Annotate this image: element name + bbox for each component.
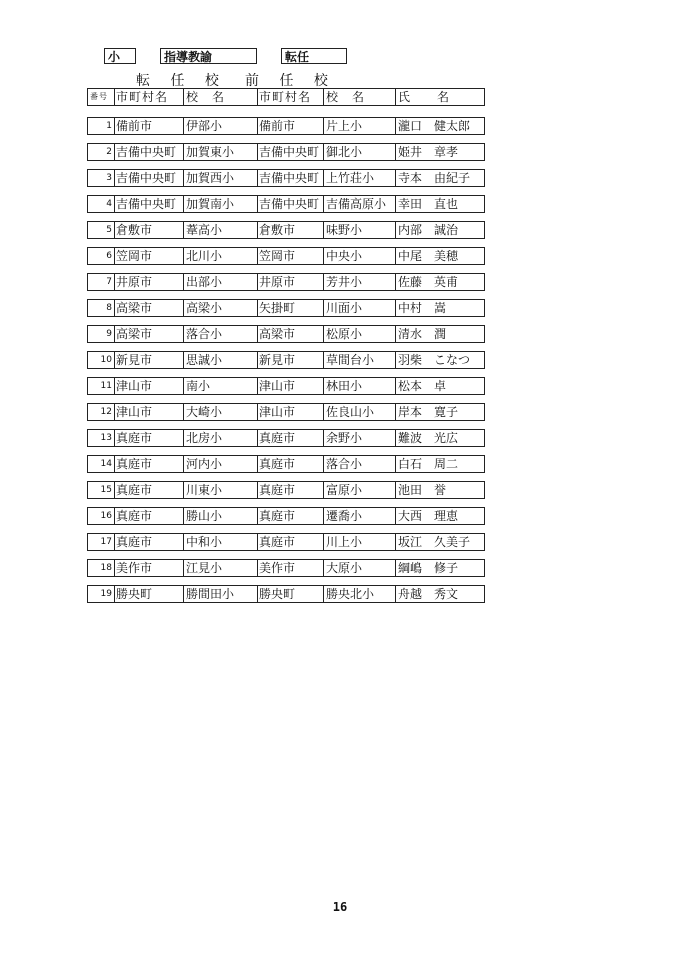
teacher-name: 綱嶋 修子 — [395, 560, 489, 576]
table-row — [87, 143, 485, 161]
new-municipality: 高梁市 — [114, 300, 184, 316]
level-box: 小 — [104, 48, 136, 64]
col-new-muni-header: 市町村名 — [114, 89, 184, 105]
prev-school: 林田小 — [323, 378, 396, 394]
prev-school: 富原小 — [323, 482, 396, 498]
new-municipality: 吉備中央町 — [114, 144, 184, 160]
prev-school: 片上小 — [323, 118, 396, 134]
row-number: 12 — [100, 407, 112, 417]
teacher-name: 松本 卓 — [395, 378, 489, 394]
prev-school: 遷喬小 — [323, 508, 396, 524]
prev-school: 落合小 — [323, 456, 396, 472]
teacher-name: 岸本 寛子 — [395, 404, 489, 420]
table-row — [87, 481, 485, 499]
table-row — [87, 325, 485, 343]
prev-school: 川面小 — [323, 300, 396, 316]
row-number: 3 — [106, 173, 112, 183]
table-row — [87, 299, 485, 317]
new-school: 出部小 — [183, 274, 258, 290]
table-row — [87, 117, 485, 135]
teacher-name: 内部 誠治 — [395, 222, 489, 238]
prev-municipality: 矢掛町 — [257, 300, 325, 316]
new-municipality: 津山市 — [114, 404, 184, 420]
teacher-name: 幸田 直也 — [395, 196, 489, 212]
new-school: 加賀西小 — [183, 170, 258, 186]
prev-municipality: 真庭市 — [257, 482, 325, 498]
new-municipality: 吉備中央町 — [114, 170, 184, 186]
row-number: 16 — [100, 511, 112, 521]
prev-municipality: 吉備中央町 — [257, 196, 325, 212]
new-school: 北房小 — [183, 430, 258, 446]
table-row — [87, 429, 485, 447]
teacher-name: 寺本 由紀子 — [395, 170, 489, 186]
prev-municipality: 勝央町 — [257, 586, 325, 602]
col-num-header: 番号 — [90, 92, 108, 101]
new-school: 勝山小 — [183, 508, 258, 524]
new-school-heading: 転 任 校 — [136, 73, 227, 89]
new-school: 北川小 — [183, 248, 258, 264]
new-school: 思誠小 — [183, 352, 258, 368]
new-school: 大崎小 — [183, 404, 258, 420]
new-school: 葦高小 — [183, 222, 258, 238]
new-school: 南小 — [183, 378, 258, 394]
teacher-name: 舟越 秀文 — [395, 586, 489, 602]
table-row — [87, 507, 485, 525]
table-row — [87, 221, 485, 239]
new-municipality: 真庭市 — [114, 456, 184, 472]
prev-school: 草間台小 — [323, 352, 396, 368]
new-municipality: 美作市 — [114, 560, 184, 576]
prev-municipality: 真庭市 — [257, 430, 325, 446]
new-school: 高梁小 — [183, 300, 258, 316]
row-number: 19 — [100, 589, 112, 599]
prev-school: 中央小 — [323, 248, 396, 264]
prev-municipality: 新見市 — [257, 352, 325, 368]
teacher-name: 羽柴 こなつ — [395, 352, 489, 368]
new-municipality: 吉備中央町 — [114, 196, 184, 212]
prev-school: 余野小 — [323, 430, 396, 446]
prev-municipality: 真庭市 — [257, 456, 325, 472]
new-municipality: 真庭市 — [114, 508, 184, 524]
row-number: 10 — [100, 355, 112, 365]
prev-municipality: 真庭市 — [257, 508, 325, 524]
table-row — [87, 377, 485, 395]
prev-municipality: 備前市 — [257, 118, 325, 134]
prev-municipality: 真庭市 — [257, 534, 325, 550]
transfer-type-box: 転任 — [281, 48, 347, 64]
teacher-name: 清水 潤 — [395, 326, 489, 342]
new-school: 落合小 — [183, 326, 258, 342]
prev-municipality: 笠岡市 — [257, 248, 325, 264]
column-header-row — [87, 88, 485, 106]
teacher-name: 中尾 美穂 — [395, 248, 489, 264]
teacher-name: 難波 光広 — [395, 430, 489, 446]
prev-school: 御北小 — [323, 144, 396, 160]
row-number: 15 — [100, 485, 112, 495]
prev-school: 佐良山小 — [323, 404, 396, 420]
new-school: 江見小 — [183, 560, 258, 576]
table-row — [87, 195, 485, 213]
table-row — [87, 455, 485, 473]
teacher-name: 佐藤 英甫 — [395, 274, 489, 290]
prev-municipality: 井原市 — [257, 274, 325, 290]
row-number: 18 — [100, 563, 112, 573]
table-row — [87, 559, 485, 577]
prev-municipality: 吉備中央町 — [257, 144, 325, 160]
col-prev-school-header: 校 名 — [323, 89, 396, 105]
row-number: 14 — [100, 459, 112, 469]
prev-municipality: 津山市 — [257, 404, 325, 420]
table-row — [87, 351, 485, 369]
teacher-name: 中村 嵩 — [395, 300, 489, 316]
new-school: 勝間田小 — [183, 586, 258, 602]
table-row — [87, 585, 485, 603]
table-row — [87, 403, 485, 421]
row-number: 5 — [106, 225, 112, 235]
table-row — [87, 169, 485, 187]
new-municipality: 新見市 — [114, 352, 184, 368]
new-municipality: 倉敷市 — [114, 222, 184, 238]
teacher-name: 姫井 章孝 — [395, 144, 489, 160]
new-municipality: 真庭市 — [114, 482, 184, 498]
teacher-name: 坂江 久美子 — [395, 534, 489, 550]
position-box: 指導教諭 — [160, 48, 257, 64]
table-row — [87, 273, 485, 291]
prev-municipality: 津山市 — [257, 378, 325, 394]
prev-school: 芳井小 — [323, 274, 396, 290]
row-number: 4 — [106, 199, 112, 209]
prev-school: 川上小 — [323, 534, 396, 550]
table-row — [87, 247, 485, 265]
new-municipality: 真庭市 — [114, 430, 184, 446]
new-municipality: 津山市 — [114, 378, 184, 394]
prev-school: 上竹荘小 — [323, 170, 396, 186]
prev-municipality: 美作市 — [257, 560, 325, 576]
row-number: 6 — [106, 251, 112, 261]
teacher-name: 瀧口 健太郎 — [395, 118, 489, 134]
new-municipality: 備前市 — [114, 118, 184, 134]
row-number: 13 — [100, 433, 112, 443]
row-number: 2 — [106, 147, 112, 157]
page-number: 16 — [332, 900, 348, 914]
row-number: 7 — [106, 277, 112, 287]
row-number: 8 — [106, 303, 112, 313]
prev-school: 勝央北小 — [323, 586, 396, 602]
new-school: 川東小 — [183, 482, 258, 498]
prev-school: 吉備高原小 — [323, 196, 396, 212]
teacher-name: 白石 周二 — [395, 456, 489, 472]
table-row — [87, 533, 485, 551]
new-school: 加賀東小 — [183, 144, 258, 160]
teacher-name: 池田 誉 — [395, 482, 489, 498]
teacher-name: 大西 理恵 — [395, 508, 489, 524]
col-new-school-header: 校 名 — [183, 89, 258, 105]
row-number: 9 — [106, 329, 112, 339]
prev-school: 松原小 — [323, 326, 396, 342]
row-number: 11 — [100, 381, 112, 391]
new-municipality: 井原市 — [114, 274, 184, 290]
col-name-header: 氏 名 — [395, 89, 489, 105]
new-school: 伊部小 — [183, 118, 258, 134]
new-school: 加賀南小 — [183, 196, 258, 212]
col-prev-muni-header: 市町村名 — [257, 89, 325, 105]
new-school: 河内小 — [183, 456, 258, 472]
prev-school: 大原小 — [323, 560, 396, 576]
row-number: 1 — [106, 121, 112, 131]
prev-school: 味野小 — [323, 222, 396, 238]
new-school: 中和小 — [183, 534, 258, 550]
prev-municipality: 高梁市 — [257, 326, 325, 342]
prev-municipality: 倉敷市 — [257, 222, 325, 238]
prev-school-heading: 前 任 校 — [245, 73, 336, 89]
new-municipality: 勝央町 — [114, 586, 184, 602]
new-municipality: 真庭市 — [114, 534, 184, 550]
prev-municipality: 吉備中央町 — [257, 170, 325, 186]
row-number: 17 — [100, 537, 112, 547]
new-municipality: 高梁市 — [114, 326, 184, 342]
new-municipality: 笠岡市 — [114, 248, 184, 264]
